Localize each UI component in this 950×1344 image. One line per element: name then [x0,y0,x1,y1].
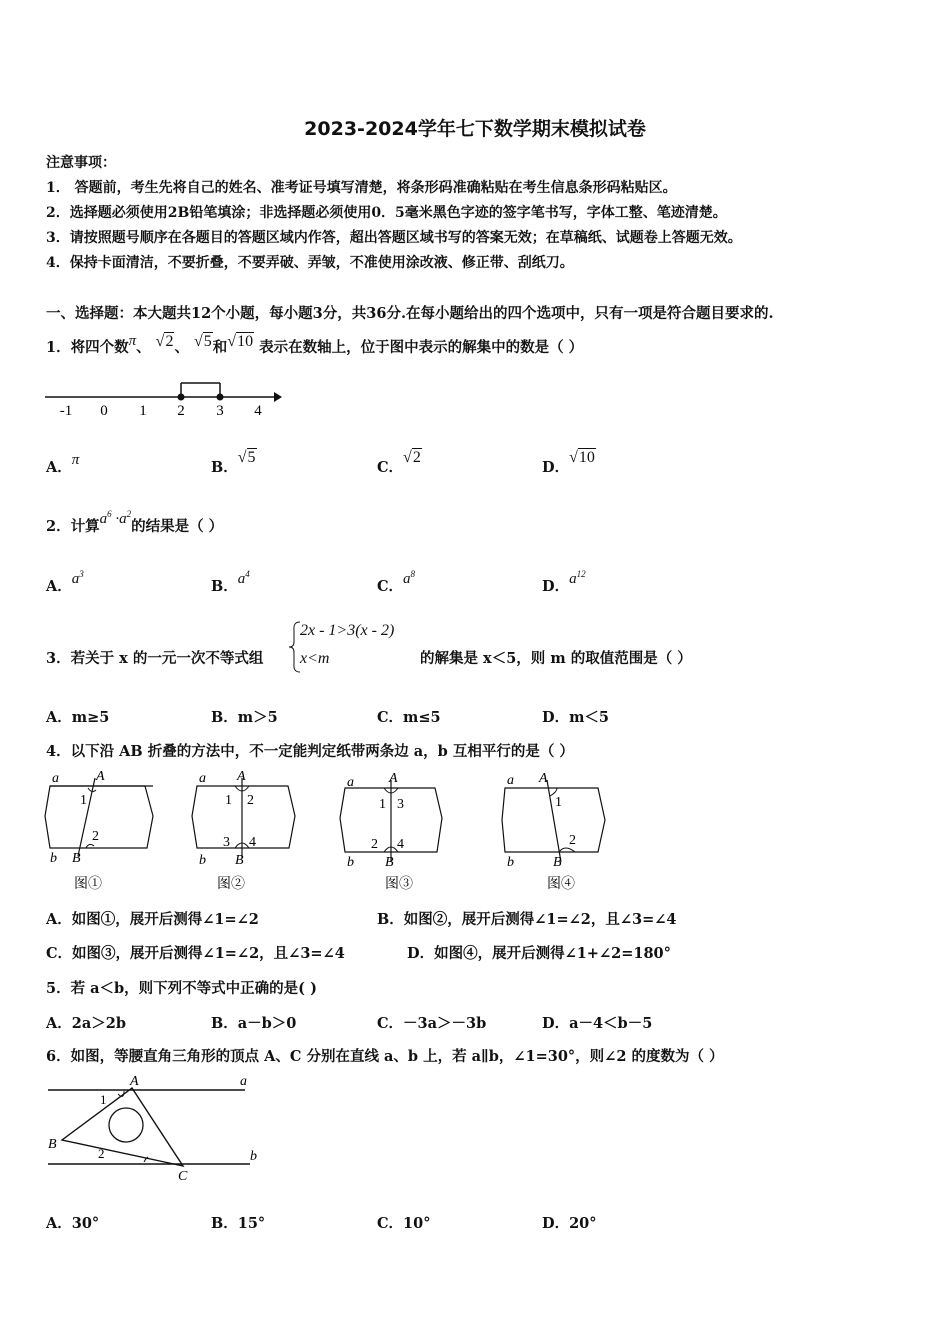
question-2-stem: 2．计算$a^6 \cdot a^2$的结果是（ ） [46,509,224,535]
svg-text:B: B [385,855,394,870]
svg-text:3: 3 [397,797,404,812]
q5-option-c[interactable]: C．－3a＞－3b [377,1015,487,1032]
svg-text:a: a [52,771,59,786]
svg-text:a: a [240,1074,247,1089]
svg-text:1: 1 [100,1092,107,1107]
svg-text:B: B [72,851,81,866]
notice-item: 2．选择题必须使用2B铅笔填涂；非选择题必须使用0．5毫米黑色字迹的签字笔书写，字体工整、笔迹清楚。 [46,205,727,221]
question-1-stem: 1．将四个数π、 √2、 √5和√10 表示在数轴上，位于图中表示的解集中的数是（ ） [46,333,584,356]
svg-text:a: a [347,775,354,790]
notice-item: 3．请按照题号顺序在各题目的答题区域内作答，超出答题区域书写的答案无效；在草稿纸、试题卷上答题无效。 [46,230,742,246]
page-title: 2023-2024学年七下数学期末模拟试卷 [304,118,646,140]
svg-text:B: B [48,1137,57,1152]
number-line [40,375,290,423]
q2-option-c[interactable]: C．$a^8$ [377,569,416,595]
svg-text:2: 2 [569,833,576,848]
q2-option-a[interactable]: A．$a^3$ [46,569,84,595]
svg-text:a: a [199,771,206,786]
figure-1 [40,766,165,894]
question-5-stem: 5．若 a＜b，则下列不等式中正确的是( ) [46,980,317,997]
svg-text:b: b [199,853,206,868]
q2-option-b[interactable]: B．$a^4$ [211,569,250,595]
axis-tick-label: -1 [59,403,73,419]
axis-tick-label: 1 [139,403,147,419]
svg-text:1: 1 [80,793,87,808]
notice-item: 4．保持卡面清洁，不要折叠，不要弄破、弄皱，不准使用涂改液、修正带、刮纸刀。 [46,255,574,271]
question-3-prefix: 3．若关于 x 的一元一次不等式组 [46,650,264,667]
inequality-1: 2x - 1>3(x - 2) [300,622,395,639]
svg-text:a: a [507,773,514,788]
svg-text:2: 2 [98,1146,105,1161]
q1-option-a[interactable]: A．π [46,452,80,476]
svg-text:图①: 图① [74,877,102,892]
figure-triangle [40,1072,270,1184]
svg-text:A: A [237,769,246,784]
q3-option-d[interactable]: D．m＜5 [542,709,610,726]
svg-text:4: 4 [249,835,256,850]
svg-text:A: A [389,771,398,786]
q3-option-a[interactable]: A．m≥5 [46,709,110,726]
q3-option-b[interactable]: B．m＞5 [211,709,278,726]
svg-text:B: B [553,855,562,870]
svg-text:b: b [347,855,354,870]
svg-text:b: b [50,851,57,866]
figure-2 [185,766,305,894]
section-heading: 一、选择题：本大题共12个小题，每小题3分，共36分.在每小题给出的四个选项中，只有一项是符合题目要求的. [46,305,774,322]
q6-option-a[interactable]: A．30° [46,1215,100,1232]
svg-text:图③: 图③ [385,877,413,892]
svg-text:1: 1 [225,793,232,808]
notice-item: 1． 答题前，考生先将自己的姓名、准考证号填写清楚，将条形码准确粘贴在考生信息条形码粘贴区。 [46,180,677,196]
question-4-stem: 4．以下沿 AB 折叠的方法中，不一定能判定纸带两条边 a，b 互相平行的是（ ） [46,743,574,760]
svg-text:b: b [250,1149,257,1164]
inequality-2: x<m [300,650,330,667]
q6-option-d[interactable]: D．20° [542,1215,597,1232]
svg-text:A: A [130,1074,139,1089]
question-3-suffix: 的解集是 x＜5，则 m 的取值范围是（ ） [420,650,692,667]
question-6-stem: 6．如图，等腰直角三角形的顶点 A、C 分别在直线 a、b 上，若 a∥b，∠1=30°，则∠2 的度数为（ ） [46,1048,724,1065]
q3-option-c[interactable]: C．m≤5 [377,709,441,726]
figure-3 [335,766,455,894]
svg-text:B: B [235,853,244,868]
svg-text:A: A [539,771,548,786]
axis-tick-label: 2 [177,403,185,419]
svg-text:1: 1 [379,797,386,812]
q4-option-b[interactable]: B．如图②，展开后测得∠1=∠2，且∠3=∠4 [377,911,677,928]
svg-text:b: b [507,855,514,870]
svg-text:图④: 图④ [547,877,575,892]
svg-text:2: 2 [371,837,378,852]
q1-option-d[interactable]: D．√10 [542,449,595,476]
svg-text:4: 4 [397,837,404,852]
q1-option-b[interactable]: B．√5 [211,449,256,476]
q6-option-c[interactable]: C．10° [377,1215,431,1232]
svg-text:A: A [96,769,105,784]
svg-text:2: 2 [92,829,99,844]
q2-option-d[interactable]: D．$a^{12}$ [542,569,586,595]
svg-text:图②: 图② [217,877,245,892]
q4-option-c[interactable]: C．如图③，展开后测得∠1=∠2，且∠3=∠4 [46,945,345,962]
axis-tick-label: 3 [216,403,224,419]
q6-option-b[interactable]: B．15° [211,1215,266,1232]
figure-4 [495,766,615,894]
svg-text:3: 3 [223,835,230,850]
q1-option-c[interactable]: C．√2 [377,449,421,476]
svg-text:1: 1 [555,795,562,810]
q5-option-d[interactable]: D．a－4＜b－5 [542,1015,653,1032]
q4-option-a[interactable]: A．如图①，展开后测得∠1=∠2 [46,911,259,928]
q5-option-b[interactable]: B．a－b＞0 [211,1015,297,1032]
svg-text:C: C [178,1169,188,1184]
axis-tick-label: 4 [254,403,262,419]
axis-tick-label: 0 [100,403,108,419]
svg-text:2: 2 [247,793,254,808]
q5-option-a[interactable]: A．2a＞2b [46,1015,126,1032]
notice-heading: 注意事项： [46,155,116,171]
q4-option-d[interactable]: D．如图④，展开后测得∠1+∠2=180° [407,945,671,962]
